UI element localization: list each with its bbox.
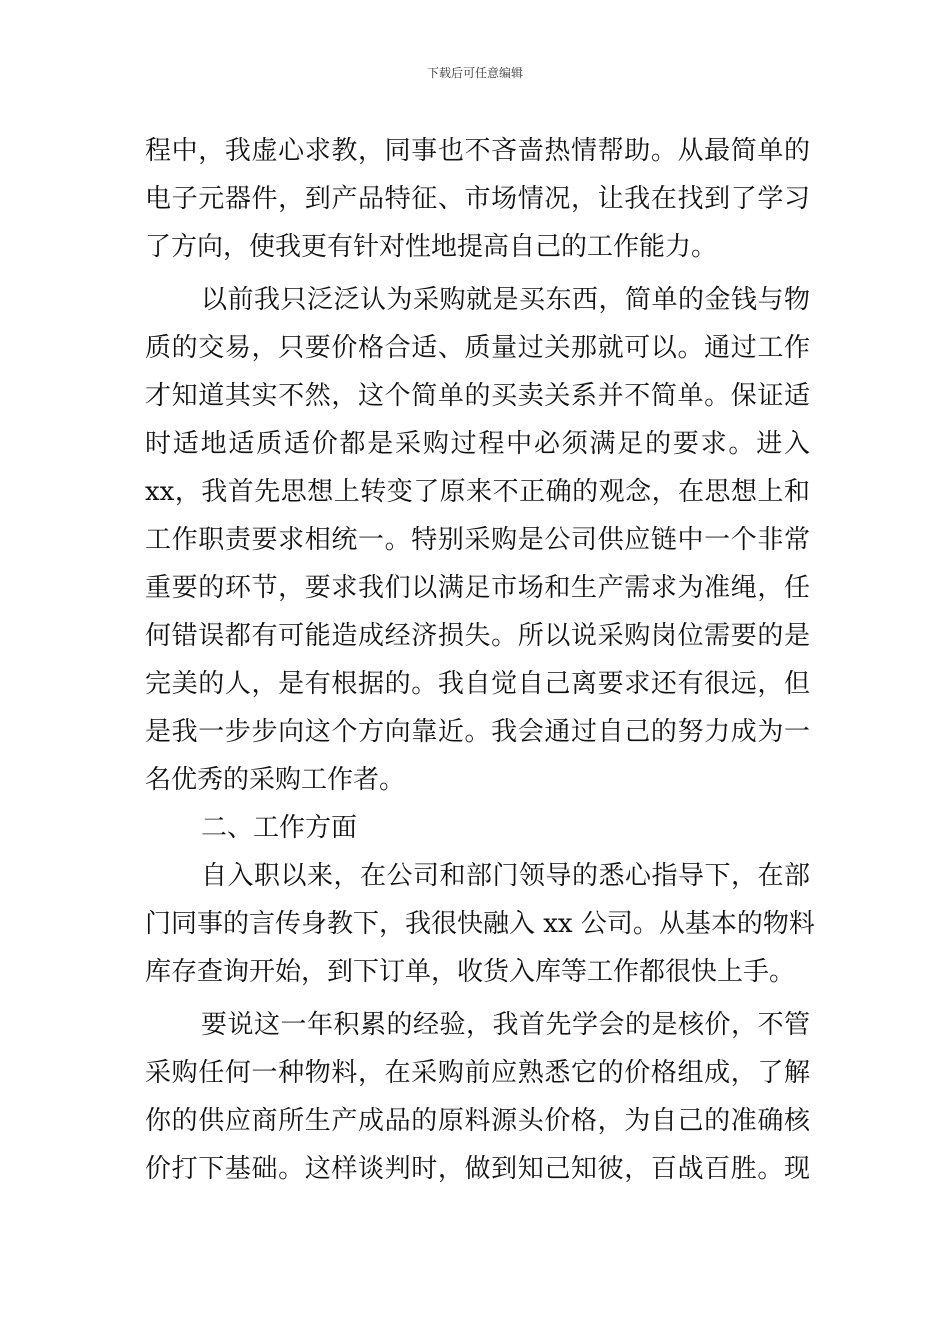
text-line: 工作职责要求相统一。特别采购是公司供应链中一个非常 [145, 525, 810, 555]
text-line: 名优秀的采购工作者。 [145, 765, 406, 795]
text-line: 是我一步步向这个方向靠近。我会通过自己的努力成为一 [145, 717, 810, 747]
text-line: 完美的人，是有根据的。我自觉自己离要求还有很远，但 [145, 669, 810, 699]
text-line: 库存查询开始，到下订单，收货入库等工作都很快上手。 [145, 957, 796, 987]
document-body [145, 127, 815, 1193]
text-line: 时适地适质适价都是采购过程中必须满足的要求。进入 [145, 429, 810, 459]
page-header: 下载后可任意编辑 [426, 66, 523, 80]
text-line: 要说这一年积累的经验，我首先学会的是核价，不管 [201, 1010, 810, 1040]
text-line: 门同事的言传身教下，我很快融入 xx 公司。从基本的物料 [145, 909, 815, 939]
text-line: 电子元器件，到产品特征、市场情况，让我在找到了学习 [145, 184, 810, 214]
text-line: 以前我只泛泛认为采购就是买东西，简单的金钱与物 [201, 285, 810, 315]
text-line: xx，我首先思想上转变了原来不正确的观念，在思想上和 [145, 477, 810, 507]
text-line: 程中，我虚心求教，同事也不吝啬热情帮助。从最简单的 [145, 136, 810, 166]
text-line: 何错误都有可能造成经济损失。所以说采购岗位需要的是 [145, 621, 810, 651]
text-line: 自入职以来，在公司和部门领导的悉心指导下，在部 [201, 861, 810, 891]
text-line: 采购任何一种物料，在采购前应熟悉它的价格组成，了解 [145, 1058, 810, 1088]
text-line: 二、工作方面 [201, 813, 358, 843]
text-line: 价打下基础。这样谈判时，做到知己知彼，百战百胜。现 [145, 1154, 810, 1184]
text-line: 重要的环节，要求我们以满足市场和生产需求为准绳，任 [145, 573, 810, 603]
text-line: 才知道其实不然，这个简单的买卖关系并不简单。保证适 [145, 381, 810, 411]
text-line: 你的供应商所生产成品的原料源头价格，为自己的准确核 [145, 1106, 810, 1136]
text-line: 质的交易，只要价格合适、质量过关那就可以。通过工作 [145, 333, 810, 363]
text-line: 了方向，使我更有针对性地提高自己的工作能力。 [145, 232, 718, 262]
